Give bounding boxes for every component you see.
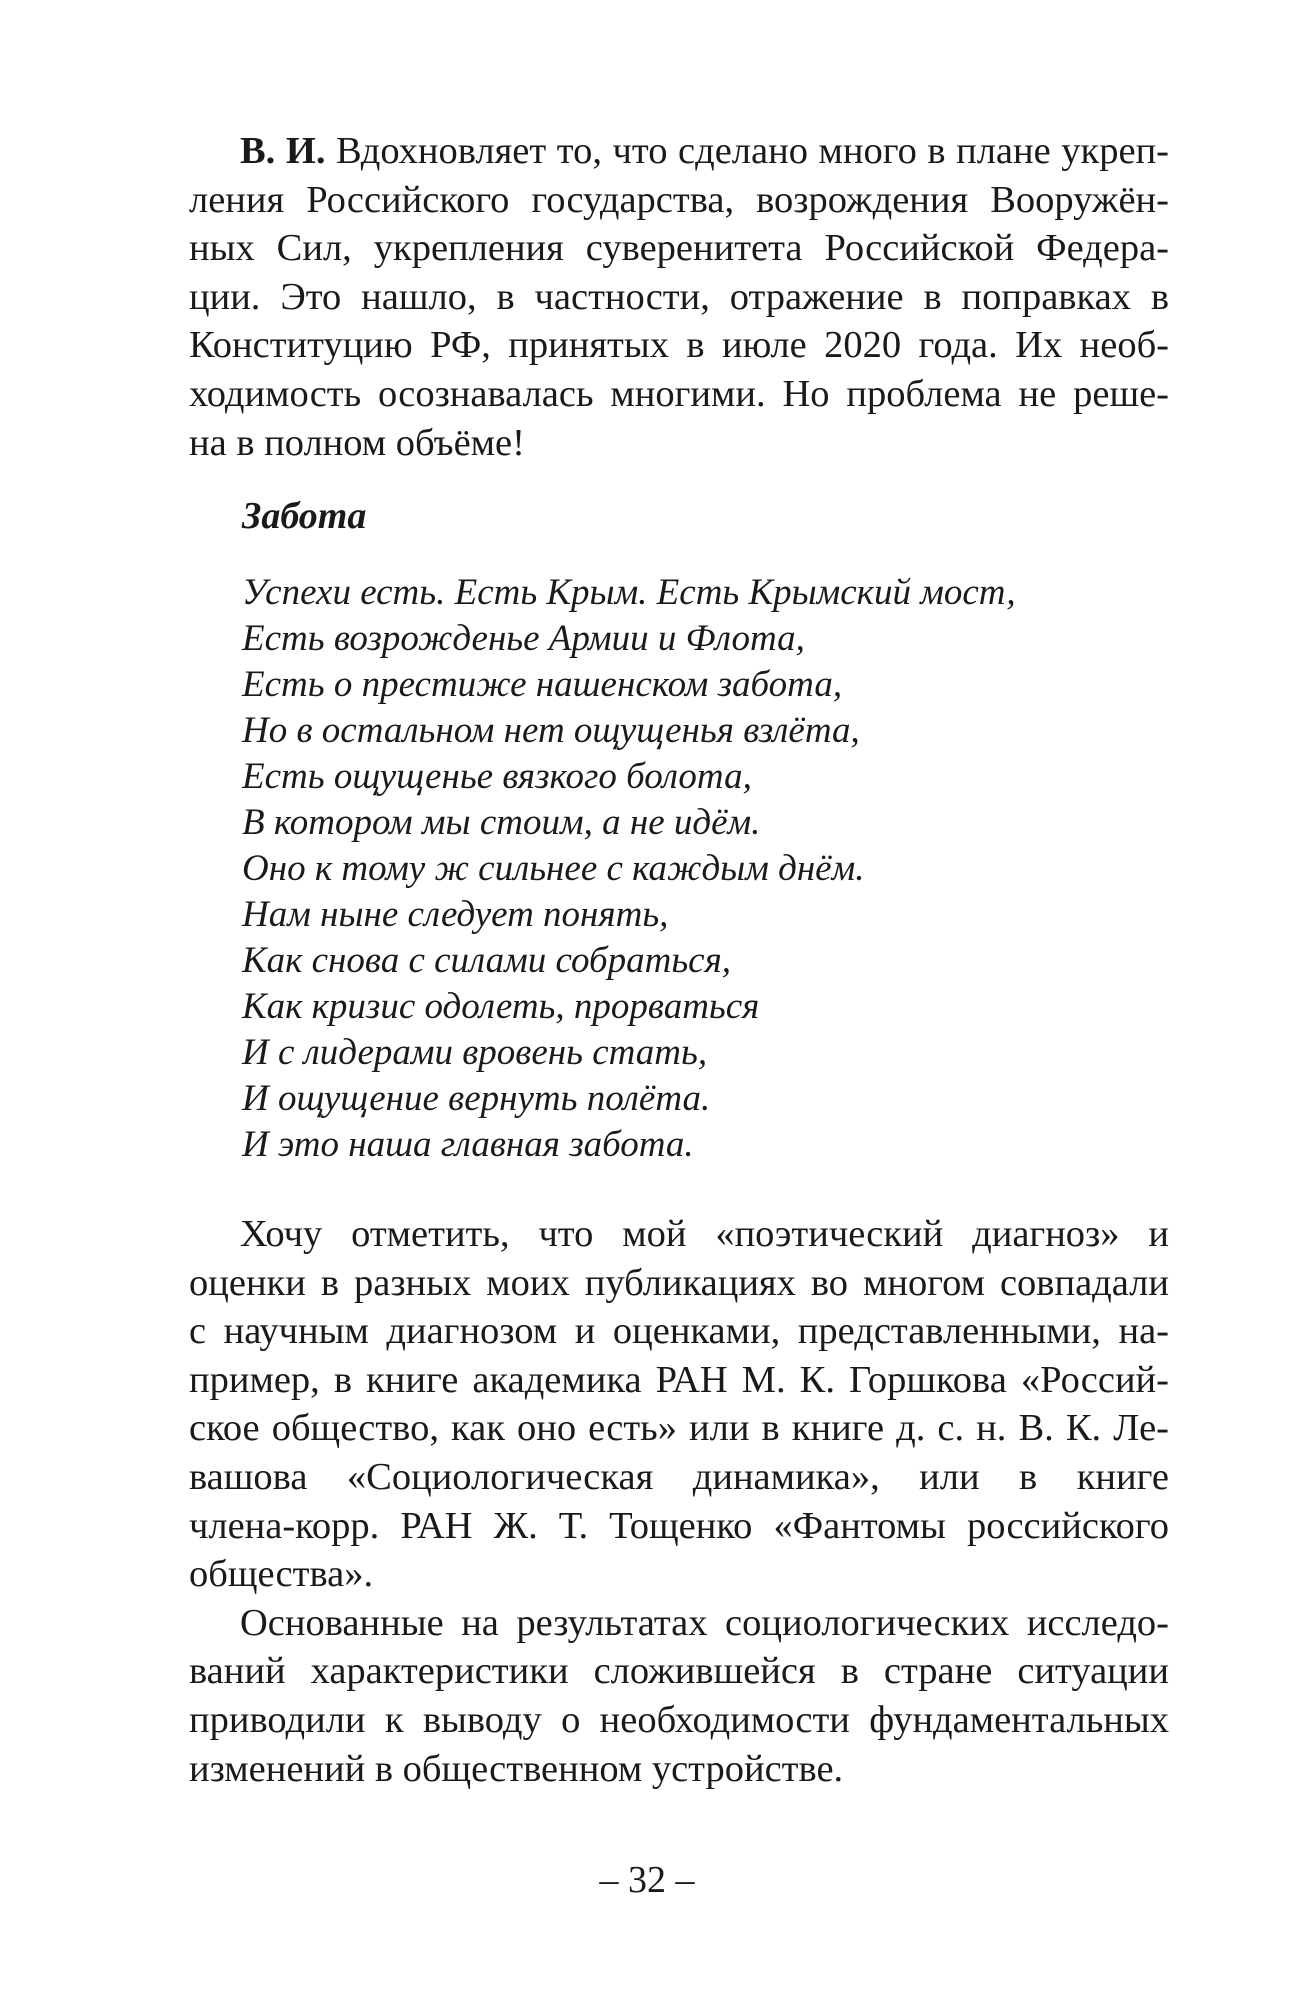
text-line: общества». [189,1553,374,1596]
paragraph-2 [189,1210,1169,1793]
text-line: ходимость осознавалась многими. Но проблема не реше- [189,372,1169,415]
text-line: ское общество, как оно есть» или в книге д. с. н. В. К. Ле- [189,1407,1169,1450]
poem-line: Есть о престиже нашенском забота, [242,664,843,705]
poem-line: Есть возрожденье Армии и Флота, [242,618,805,659]
text-line: пример, в книге академика РАН М. К. Горшкова «Россий- [189,1358,1169,1401]
text-line: Конституцию РФ, принятых в июле 2020 года. Их необ- [189,324,1169,367]
text-line: члена-корр. РАН Ж. Т. Тощенко «Фантомы российского [189,1504,1169,1547]
text-line: ваний характеристики сложившейся в стране ситуации [189,1650,1169,1693]
page-number: – 32 – [599,1859,695,1901]
paragraph-1 [189,127,1169,467]
poem-line: Как кризис одолеть, прорваться [242,986,760,1027]
poem-line: И ощущение вернуть полёта. [242,1078,711,1119]
poem-line: Оно к тому ж сильнее с каждым днём. [242,848,865,889]
text-line: Хочу отметить, что мой «поэтический диагноз» и [240,1213,1169,1255]
text-line: В. И. Вдохновляет то, что сделано много в плане укреп- [240,130,1169,172]
text-line: на в полном объёме! [189,421,525,464]
poem-line: В котором мы стоим, а не идём. [242,802,761,843]
text-line: вашова «Социологическая динамика», или в книге [189,1455,1169,1498]
text-line: приводили к выводу о необходимости фундаментальных [189,1698,1169,1741]
text-line: оценки в разных моих публикациях во многом совпадали [189,1261,1169,1304]
poem-line: Но в остальном нет ощущенья взлёта, [242,710,860,751]
poem-line: Есть ощущенье вязкого болота, [242,756,752,797]
poem [242,492,1142,1168]
poem-line: И это наша главная забота. [242,1124,694,1165]
text-line: ления Российского государства, возрождения Вооружён- [189,178,1169,221]
text-line: ции. Это нашло, в частности, отражение в поправках в [189,275,1169,318]
speaker-label: В. И. [240,130,326,172]
poem-line: Как снова с силами собраться, [242,940,732,981]
poem-line: Нам ныне следует понять, [242,894,669,935]
text-line: Основанные на результатах социологических исследо- [240,1601,1169,1644]
text-line: ных Сил, укрепления суверенитета Российской Федера- [189,227,1169,270]
text-line: с научным диагнозом и оценками, представленными, на- [189,1310,1169,1353]
text-line: изменений в общественном устройстве. [189,1747,844,1790]
poem-line: И с лидерами вровень стать, [242,1032,708,1073]
poem-line: Успехи есть. Есть Крым. Есть Крымский мост, [242,572,1016,613]
poem-title: Забота [242,495,367,537]
